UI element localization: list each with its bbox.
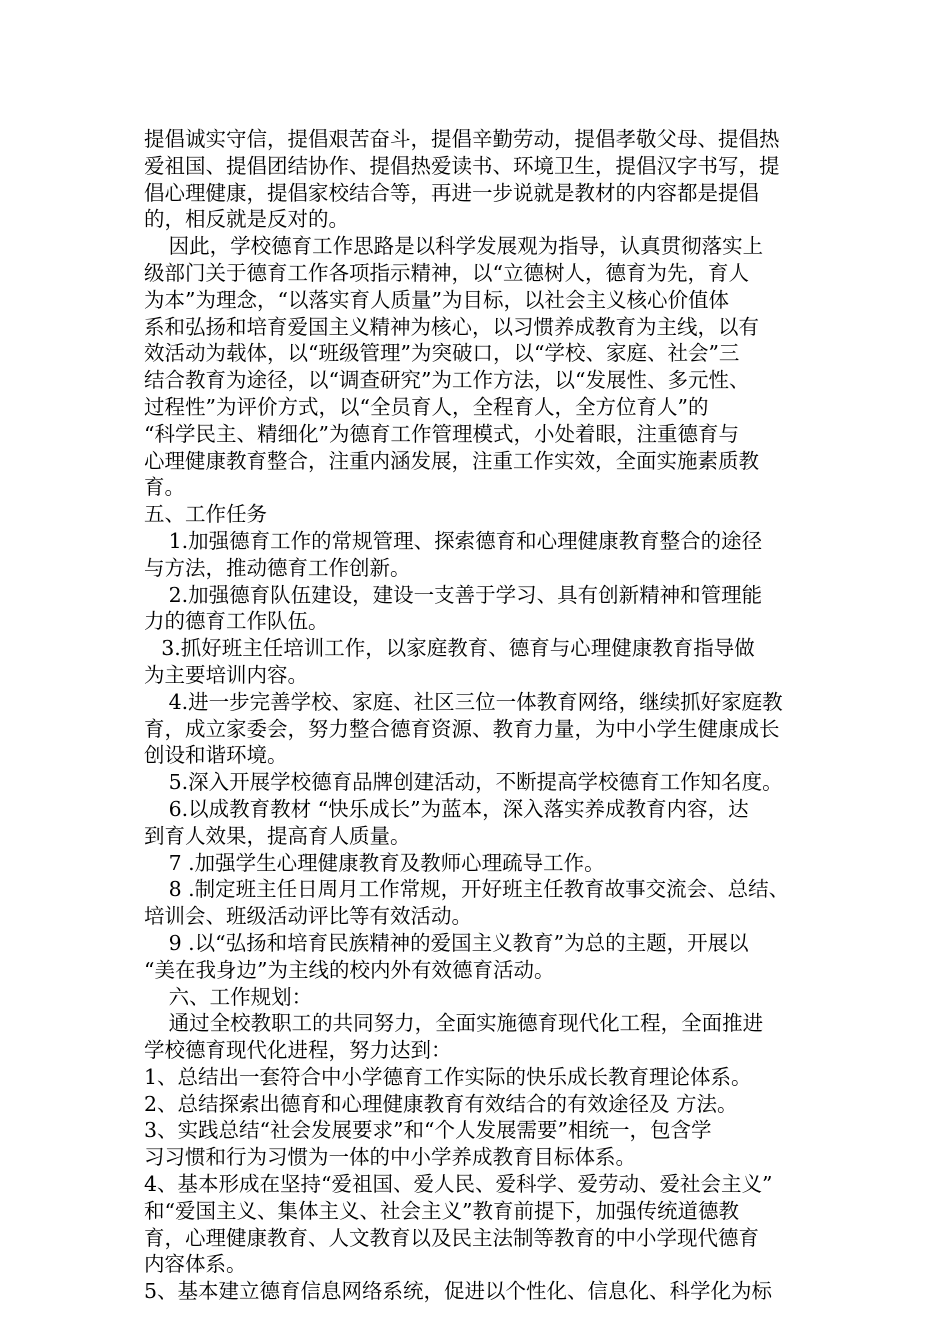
text-line: 育，心理健康教育、人文教育以及民主法制等教育的中小学现代德育 — [144, 1225, 759, 1250]
text-line: 与方法，推动德育工作创新。 — [144, 555, 411, 580]
task-3 — [144, 635, 814, 689]
text-line: 学校德育现代化进程，努力达到： — [144, 1038, 452, 1063]
text-line: 育，成立家委会，努力整合德育资源、教育力量，为中小学生健康成长 — [144, 716, 780, 741]
heading-tasks — [144, 501, 814, 528]
plan-4 — [144, 1171, 814, 1278]
task-1 — [144, 528, 814, 582]
text-line: 9 .以“弘扬和培育民族精神的爱国主义教育”为总的主题，开展以 — [168, 930, 749, 955]
text-line: 6.以成教育教材 “快乐成长”为蓝本，深入落实养成教育内容，达 — [168, 796, 749, 821]
task-5 — [144, 769, 814, 796]
text-line: 4.进一步完善学校、家庭、社区三位一体教育网络，继续抓好家庭教 — [168, 689, 783, 714]
text-line: 5、基本建立德育信息网络系统，促进以个性化、信息化、科学化为标 — [144, 1279, 773, 1304]
text-line: 级部门关于德育工作各项指示精神，以“立德树人，德育为先，育人 — [144, 260, 749, 285]
text-line: 1、总结出一套符合中小学德育工作实际的快乐成长教育理论体系。 — [144, 1064, 752, 1089]
text-line: 倡心理健康，提倡家校结合等，再进一步说就是教材的内容都是提倡 — [144, 180, 759, 205]
text-line: 因此，学校德育工作思路是以科学发展观为指导，认真贯彻落实上 — [168, 234, 764, 259]
text-line: 3、实践总结“社会发展要求”和“个人发展需要”相统一，包含学 — [144, 1118, 712, 1143]
task-8 — [144, 876, 814, 930]
text-line: 过程性”为评价方式，以“全员育人，全程育人，全方位育人”的 — [144, 394, 709, 419]
text-line: 2、总结探索出德育和心理健康教育有效结合的有效途径及 方法。 — [144, 1091, 738, 1116]
task-9 — [144, 930, 814, 984]
text-line: 力的德育工作队伍。 — [144, 609, 329, 634]
plan-5 — [144, 1278, 814, 1305]
text-line: 内容体系。 — [144, 1252, 247, 1277]
text-line: 培训会、班级活动评比等有效活动。 — [144, 904, 472, 929]
text-line: 系和弘扬和培育爱国主义精神为核心，以习惯养成教育为主线，以有 — [144, 314, 759, 339]
text-line: “科学民主、精细化”为德育工作管理模式，小处着眼，注重德育与 — [144, 421, 739, 446]
plan-3 — [144, 1117, 814, 1171]
text-line: 4、基本形成在坚持“爱祖国、爱人民、爱科学、爱劳动、爱社会主义” — [144, 1172, 773, 1197]
text-line: 和“爱国主义、集体主义、社会主义”教育前提下，加强传统道德教 — [144, 1198, 739, 1223]
plan-2 — [144, 1091, 814, 1118]
text-line: “美在我身边”为主线的校内外有效德育活动。 — [144, 957, 555, 982]
text-line: 心理健康教育整合，注重内涵发展，注重工作实效，全面实施素质教 — [144, 448, 759, 473]
task-7 — [144, 850, 814, 877]
text-line: 六、工作规划： — [168, 984, 313, 1009]
text-line: 育。 — [144, 475, 185, 500]
text-line: 3.抓好班主任培训工作，以家庭教育、德育与心理健康教育指导做 — [161, 636, 755, 661]
task-2 — [144, 582, 814, 636]
text-line: 通过全校教职工的共同努力，全面实施德育现代化工程，全面推进 — [168, 1011, 764, 1036]
text-line: 五、工作任务 — [144, 502, 267, 527]
para-advocacy — [144, 126, 814, 233]
text-line: 7 .加强学生心理健康教育及教师心理疏导工作。 — [168, 850, 605, 875]
task-4 — [144, 689, 814, 769]
text-line: 习习惯和行为习惯为一体的中小学养成教育目标体系。 — [144, 1145, 636, 1170]
text-line: 提倡诚实守信，提倡艰苦奋斗，提倡辛勤劳动，提倡孝敬父母、提倡热 — [144, 127, 780, 151]
text-line: 为本”为理念，“以落实育人质量”为目标，以社会主义核心价值体 — [144, 287, 729, 312]
para-approach — [144, 233, 814, 501]
text-line: 为主要培训内容。 — [144, 662, 308, 687]
plan-1 — [144, 1064, 814, 1091]
task-6 — [144, 796, 814, 850]
heading-plan — [144, 984, 814, 1011]
text-line: 结合教育为途径，以“调查研究”为工作方法，以“发展性、多元性、 — [144, 368, 750, 393]
text-line: 创设和谐环境。 — [144, 743, 288, 768]
text-line: 的，相反就是反对的。 — [144, 207, 349, 232]
text-line: 2.加强德育队伍建设，建设一支善于学习、具有创新精神和管理能 — [168, 582, 763, 607]
text-line: 爱祖国、提倡团结协作、提倡热爱读书、环境卫生，提倡汉字书写，提 — [144, 153, 780, 178]
text-line: 5.深入开展学校德育品牌创建活动，不断提高学校德育工作知名度。 — [168, 770, 783, 795]
document-page — [144, 126, 814, 1305]
text-line: 到育人效果，提高育人质量。 — [144, 823, 411, 848]
plan-intro — [144, 1010, 814, 1064]
text-line: 效活动为载体，以“班级管理”为突破口，以“学校、家庭、社会”三 — [144, 341, 740, 366]
text-line: 8 .制定班主任日周月工作常规，开好班主任教育故事交流会、总结、 — [168, 877, 790, 902]
text-line: 1.加强德育工作的常规管理、探索德育和心理健康教育整合的途径 — [168, 528, 763, 553]
